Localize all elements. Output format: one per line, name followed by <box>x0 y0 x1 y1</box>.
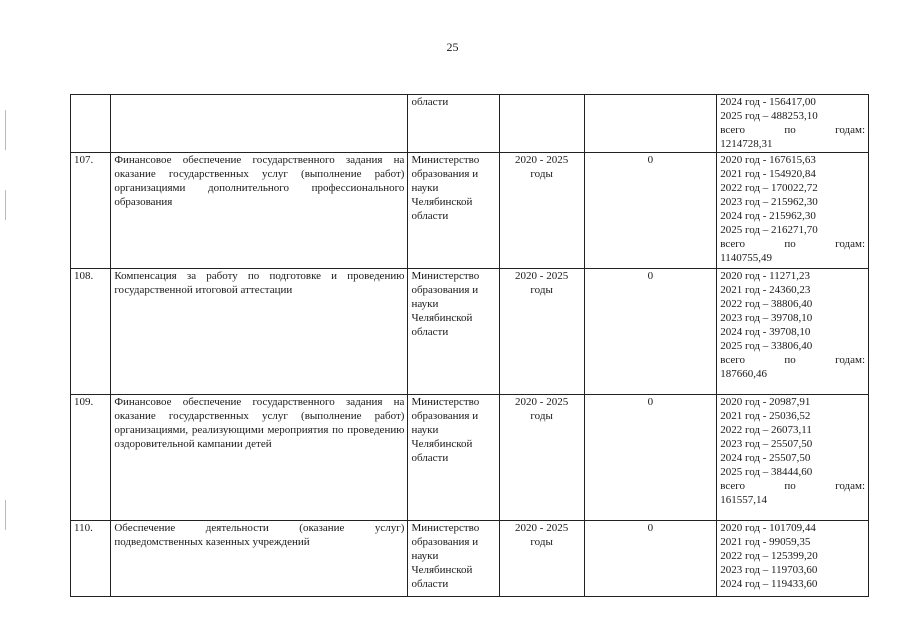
row-number: 107. <box>71 153 111 269</box>
period: 2020 - 2025 годы <box>499 269 584 395</box>
scan-artifact <box>5 110 6 150</box>
row-number: 110. <box>71 521 111 597</box>
total-label-word: всего <box>720 238 745 250</box>
row-number <box>71 95 111 153</box>
total-value: 1214728,31 <box>720 138 773 150</box>
total-label-word: всего <box>720 480 745 492</box>
value-cell <box>584 95 717 153</box>
funding-year-line: 2021 год - 154920,84 <box>720 168 816 180</box>
funding-cell <box>717 95 869 153</box>
funding-year-line: 2024 год – 119433,60 <box>720 578 818 590</box>
funding-cell <box>717 521 869 597</box>
total-label <box>720 123 865 137</box>
total-label-word: годам: <box>835 238 865 250</box>
funding-year-line: 2025 год – 216271,70 <box>720 224 818 236</box>
total-value: 161557,14 <box>720 494 767 506</box>
funding-year-line: 2024 год - 25507,50 <box>720 452 811 464</box>
scan-artifact <box>5 500 6 530</box>
measure-name: Компенсация за работу по подготовке и проведению государственной итоговой аттестации <box>111 269 408 395</box>
funding-year-line: 2020 год - 20987,91 <box>720 396 811 408</box>
executor: области <box>408 95 499 153</box>
funding-year-line: 2020 год - 101709,44 <box>720 522 816 534</box>
total-label-word: годам: <box>835 124 865 136</box>
funding-year-line: 2025 год – 488253,10 <box>720 110 818 122</box>
period: 2020 - 2025 годы <box>499 153 584 269</box>
funding-cell <box>717 153 869 269</box>
value-cell: 0 <box>584 395 717 521</box>
table-row <box>71 395 869 521</box>
total-label <box>720 353 865 367</box>
total-label-word: годам: <box>835 480 865 492</box>
executor: Министерство образования и науки Челябинской области <box>408 153 499 269</box>
row-number: 108. <box>71 269 111 395</box>
period: 2020 - 2025 годы <box>499 395 584 521</box>
funding-year-line: 2020 год - 167615,63 <box>720 154 816 166</box>
measure-name: Обеспечение деятельности (оказание услуг) подведомственных казенных учреждений <box>111 521 408 597</box>
table-row <box>71 153 869 269</box>
funding-year-line: 2023 год – 215962,30 <box>720 196 818 208</box>
table-row <box>71 95 869 153</box>
funding-cell <box>717 269 869 395</box>
value-cell: 0 <box>584 521 717 597</box>
funding-year-line: 2021 год - 24360,23 <box>720 284 811 296</box>
funding-year-line: 2024 год - 39708,10 <box>720 326 811 338</box>
row-number: 109. <box>71 395 111 521</box>
funding-year-line: 2023 год – 25507,50 <box>720 438 813 450</box>
funding-year-line: 2021 год - 99059,35 <box>720 536 811 548</box>
total-value: 187660,46 <box>720 368 767 380</box>
measure-name: Финансовое обеспечение государственного задания на оказание государственных услуг (выполнение работ) организациями, реализующими мероприятия по проведению оздоровительной кампании детей <box>111 395 408 521</box>
funding-year-line: 2022 год – 26073,11 <box>720 424 812 436</box>
executor: Министерство образования и науки Челябинской области <box>408 269 499 395</box>
funding-year-line: 2022 год – 170022,72 <box>720 182 818 194</box>
funding-table <box>70 94 869 597</box>
total-label-word: всего <box>720 354 745 366</box>
total-label-word: по <box>784 238 796 250</box>
funding-year-line: 2024 год - 215962,30 <box>720 210 816 222</box>
measure-name: Финансовое обеспечение государственного задания на оказание государственных услуг (выполнение работ) организациями дополнительного профессионального образования <box>111 153 408 269</box>
funding-year-line: 2025 год – 33806,40 <box>720 340 813 352</box>
table-row <box>71 269 869 395</box>
value-cell: 0 <box>584 269 717 395</box>
funding-year-line: 2022 год – 38806,40 <box>720 298 813 310</box>
table-row <box>71 521 869 597</box>
executor: Министерство образования и науки Челябинской области <box>408 521 499 597</box>
funding-cell <box>717 395 869 521</box>
funding-year-line: 2020 год - 11271,23 <box>720 270 810 282</box>
total-label-word: по <box>784 354 796 366</box>
total-label-word: по <box>784 124 796 136</box>
total-label <box>720 479 865 493</box>
funding-year-line: 2025 год – 38444,60 <box>720 466 813 478</box>
total-label-word: годам: <box>835 354 865 366</box>
total-label-word: по <box>784 480 796 492</box>
measure-name <box>111 95 408 153</box>
executor: Министерство образования и науки Челябинской области <box>408 395 499 521</box>
funding-year-line: 2022 год – 125399,20 <box>720 550 818 562</box>
scan-artifact <box>5 190 6 220</box>
total-label-word: всего <box>720 124 745 136</box>
period: 2020 - 2025 годы <box>499 521 584 597</box>
funding-year-line: 2023 год – 39708,10 <box>720 312 813 324</box>
value-cell: 0 <box>584 153 717 269</box>
period <box>499 95 584 153</box>
page-number: 25 <box>446 40 459 54</box>
funding-year-line: 2023 год – 119703,60 <box>720 564 818 576</box>
funding-year-line: 2021 год - 25036,52 <box>720 410 811 422</box>
funding-year-line: 2024 год - 156417,00 <box>720 96 816 108</box>
total-value: 1140755,49 <box>720 252 773 264</box>
total-label <box>720 237 865 251</box>
